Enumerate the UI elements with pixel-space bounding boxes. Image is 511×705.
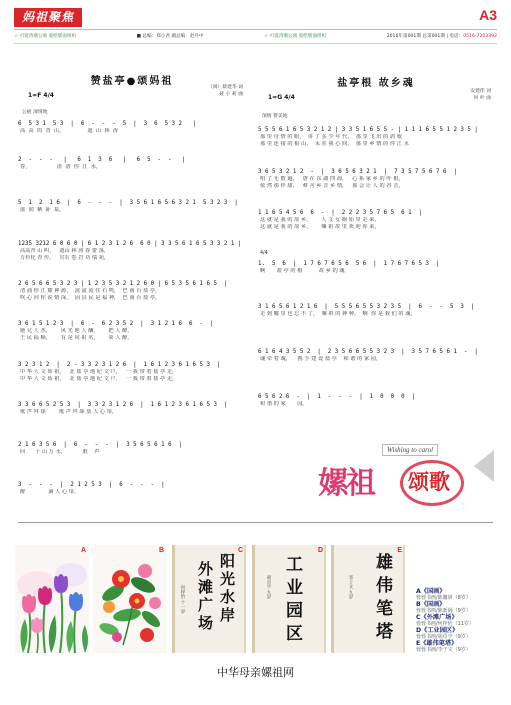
caption-credit: 蓉蓉书画/陈馨妍（8岁） [416,595,471,601]
lyrics-row: 万杉化 青 传， 宣石 卷 岩 功 绩 苑， [20,255,110,261]
phone-number: 0516-7203392 [463,34,497,39]
caption-credit: 蓉蓉书画/陈新阔（9岁） [416,608,471,614]
artwork-letter: E [397,547,402,554]
masthead-info [14,32,497,41]
artwork-a-tulips [15,545,89,653]
masthead-info-left: ☆ 可爱湾潮公演 爱绘版面组织 [14,34,77,39]
artwork-letter: B [158,547,164,554]
artwork-letter: A [80,547,86,554]
lyrics-row: 啊 盐 亭 的 根 故 乡 的 魂 [260,268,345,274]
masthead-issue [387,32,497,41]
caption-credit: 蓉蓉书画/胡卓亨（9岁） [416,634,471,640]
composer-credit: 聂 小 莉 曲 [219,92,243,97]
notation-row: 3 6 5 3 2 1 2 - | 3 6 5 6 3 2 1 | 7 3 5 7 5 6 7 6 | [258,169,457,175]
calligraphy-column: 外滩广场 [196,561,214,633]
artwork-e-calligraphy [331,545,405,653]
lyrics-row: 中 华 人 文 始 祖， 北 盐 亭 地 纪 文 户， 一 我 带 着 盐 亭 走， [20,369,178,375]
artist-signature: 何梓怡 十一岁 [180,585,185,614]
flower-painting [93,545,167,653]
notation-row: 3 6 1 5 1 2 3 | 6 - 6 2 3 5 2 | 3 1 2 1 6 6 - | [18,321,214,327]
notation-row: 6 1 6 4 3 5 5 2 | 2 3 5 6 6 5 5 3 2 3 | 3 5 7 6 5 6 1 - | [258,349,478,355]
lyrics-row: 春， 清 清 你 江 水， [20,164,102,170]
notation-row: 1235 3212 6 0 6 0 | 6 1 2 3 1 2 6 6 0 | 3 3 5 6 1 6 5 3 3 2 1 | [18,241,242,247]
banner-title-leizu: 嫘祖 [318,466,374,501]
score-line [18,240,246,262]
composer-credit: 何 叶 曲 [473,96,491,101]
notation-row: 1. 5 6 | 1 7 6 7 6 5 6 5 6 | 1 7 6 7 6 5 3 | [258,261,440,267]
lyrics-row: 那 里 母 情 的 眼， 讲 了 多 少 年 代， 那 里 飞 出 的 鸽 歌 [260,134,402,140]
tempo-marking: 深情 赞美地 [262,114,288,119]
song-sheet-left [18,60,246,505]
header-rule [14,29,497,30]
notation-row: 5 1 2 1 6 | 6 - - - | 3 5 6 1 6 5 6 3 2 1 5 3 2 3 | [18,200,238,206]
score-line [258,126,494,148]
score-line [258,348,494,363]
key-signature: 1=F 4/4 [28,92,54,99]
issue-number: 2016年第001期 总第001期 | 电话： [386,34,464,39]
caption-credit: 蓉蓉书画/何梓怡（11岁） [416,621,475,627]
notation-row: 5 5 5 6 1 6 5 3 2 1 2 | 3 3 5 1 6 5 5 - | 1 1 1 6 5 5 1 2 3 5 | [258,127,478,133]
caption-title: B《国画》 [416,601,446,608]
song-credits [208,84,243,98]
song-sheet-right [258,60,494,430]
page-number: A3 [479,7,497,23]
calligraphy-column: 工业园区 [282,555,302,647]
artwork-letter: C [237,547,243,554]
previous-arrow-icon[interactable] [474,450,494,482]
score-line [18,199,246,214]
lyrics-row: 依 然 那 样 甜， 难 舍 乡 音 乡 情， 那 会 让 人 的 谷 音， [260,183,404,189]
notation-row: 6 5 3 1 5 3 | 6 - - - 5 | 3 6 5 3 2 | [18,121,196,127]
lyrics-row: 高高青 山 叫， 遮山 林 涛 春 蕾 荡， [20,248,110,254]
masthead-info-middle: ☆ 可爱湾潮公演 爱绘版面组织 [264,34,327,39]
song-credits [470,88,491,102]
section-divider [18,522,493,523]
artwork-c-calligraphy [172,545,246,653]
tempo-marking: 公板 深情地 [22,110,48,115]
score-line [18,481,246,496]
score-line [18,441,246,456]
banner-title-carol: 颂歌 [408,469,450,494]
notation-row: 2 1 6 3 5 6 | 6 - - - | 3 5 6 5 6 1 6 | [18,442,183,448]
tulip-painting [15,545,89,653]
lyrics-row: 清 浦 你 江 耀 神 源， 滋 滋 流 住 石 鸣， 巴 南 台 盐 亭， [20,288,161,294]
artwork-d-calligraphy [252,545,326,653]
lyrics-row: 和 谐 的 家 园。 [260,401,308,407]
caption-title: D《工业园区》 [416,627,459,634]
notation-row: 3 1 6 5 6 1 2 1 6 | 5 5 5 6 5 5 3 2 3 5 | 6 - - 5 3 | [258,304,475,310]
lyrics-row: 回 十 山 万 水， 歌 声 [20,449,100,455]
lyrics-row: 醉 滴 人 心 扉， [20,489,80,495]
artwork-b-flowers [93,545,167,653]
score-line [258,393,494,408]
section-logo: 妈祖聚焦 [14,8,82,27]
song-title: 盐亭根 故乡魂 [337,78,415,89]
score-line [18,320,246,342]
lyrics-row: 滋 润 栖 卧 泉。 [20,207,65,213]
header-rule-bottom [14,43,497,44]
caption-title: A《国画》 [416,588,446,595]
notation-row: 3 - - - | 2 1 2 5 3 | 6 - - - | [18,482,165,488]
caption-credit: 蓉蓉书画/李子文（9岁） [416,647,471,653]
lyricist-credit: 安建伟 词 [470,89,491,94]
score-line [18,361,246,383]
notation-row: 1 1 6 5 4 5 6 6 - | 2 2 2 3 5 7 6 5 6 1 | [258,210,423,216]
lyrics-row: 吹 心 问 你 说 情 深， 固 县 民 是 福 神， 巴 南 台 盐 亭， [20,295,161,301]
lyrics-row: 王 民 福 顺， 有 是 同 祖 名， 荣 人 醉， [20,335,133,341]
artwork-letter: D [317,547,323,554]
score-line [258,260,494,275]
lyrics-row: 那 里 连 接 的 根 山， 永 驻 我 心 间， 那 里 乡 情 的 你 江 水 [260,141,409,147]
notation-row: 6 5 6 2 6 - | 1 - - - | 1 0 0 0 | [258,394,416,400]
caption-title: C《外滩广场》 [416,614,458,621]
score-line [18,401,246,416]
score-line [18,120,246,135]
notation-row: 3 2 3 1 2 | 2 - 3 3 2 3 1 2 6 | 1 6 1 2 3 6 1 6 5 3 | [18,362,221,368]
calligraphy-column: 阳光水岸 [218,553,236,625]
notation-row: 2 6 5 6 6 5 3 2 3 | 1 2 3 5 3 2 1 2 6 0 | 6 5 3 5 6 1 6 5 | [18,281,228,287]
notation-row: 2 - - - | 6 1 3 6 | 6 5 - - | [18,157,186,163]
lyrics-row: 魂 牵 着 魂， 携 手 建 设 盐 亭 和 谐 的 家 园， [260,356,382,362]
masthead-editors: ■ 总编：郑小君 副总编：赵丹中 [136,34,204,39]
lyrics-row: 走 到 哪 里 也 忘 不 了， 嫘 祖 的 神 种。 啊 你 是 我 们 的 魂， [260,311,416,317]
key-signature: 1=G 4/4 [268,94,295,101]
lyricist-credit: （闽）蔡建华 词 [207,85,243,90]
song-title: 赞盐亭●颂妈祖 [90,76,174,87]
lyrics-row: 她 兄 人 杰， 风 光 地 人 酬， 把 人 醉， [20,328,133,334]
lyrics-row: 唱 了 无 数 遍， 唐 在 东 湖 四 海， 心 系 家 乡 的 叶 根， [260,176,404,182]
score-line [18,280,246,302]
artwork-captions [416,588,508,653]
carol-banner [318,440,470,510]
score-line [18,156,246,171]
meter-change: 4/4 [260,251,268,256]
site-watermark: 中华母亲嫘祖网 [217,666,294,679]
score-line [258,303,494,318]
lyrics-row: 这 就 是 我 的 故 乡， 嫘 祖 故 里 欢 迎 你 来， [260,224,380,230]
calligraphy-column: 雄伟笔塔 [372,553,392,645]
score-line [258,209,494,231]
lyrics-row: 这 就 是 我 的 故 乡， 人 文 女 娲 始 里 走 来， [260,217,380,223]
caption-title: E《雄伟笔塔》 [416,640,458,647]
lyrics-row: 歌 声 拜 颂 歌 声 拜 颂 放 人 心 扉， [20,409,118,415]
lyrics-row: 中 华 人 文 始 祖， 北 盐 亭 地 纪 文 户， 一 我 带 着 盐 亭 走， [20,376,178,382]
notation-row: 3 3 6 6 5 2 5 3 | 3 3 2 3 1 2 6 | 1 6 1 2 3 6 1 6 5 3 | [18,402,228,408]
lyrics-row: 高 高 的 青 山， 遮 山 林 涛 [20,128,119,134]
banner-english-tag: Wishing to carol [382,444,438,456]
score-line [258,168,494,190]
artist-signature: 李子文 九岁 [348,575,353,599]
artist-signature: 胡卓亨 九岁 [266,575,271,599]
